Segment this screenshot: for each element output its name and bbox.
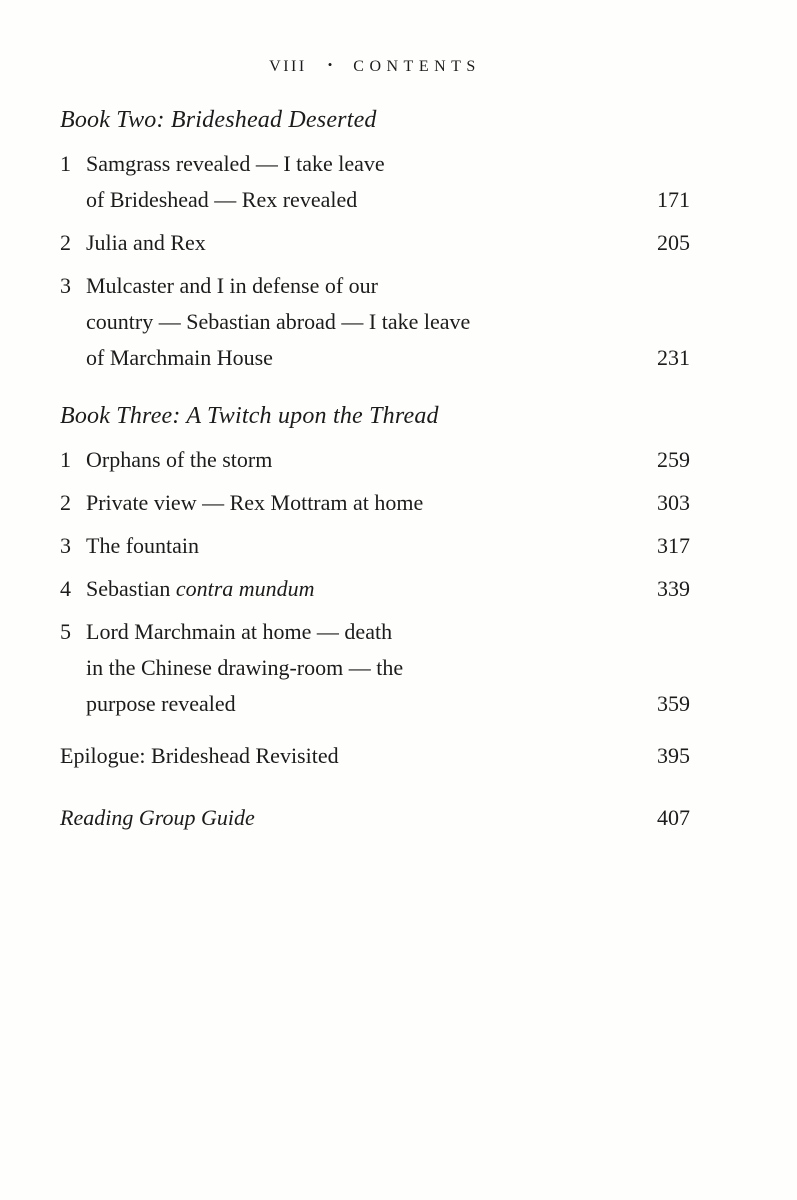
chapter-title <box>86 268 645 376</box>
back-matter-entry <box>60 800 690 836</box>
chapter-number: 3 <box>60 533 71 558</box>
page-number: 395 <box>657 743 690 768</box>
toc-entry <box>60 268 690 376</box>
chapter-title-line: The fountain <box>86 533 200 558</box>
chapter-title-line: Sebastian contra mundum <box>86 576 315 601</box>
page-number: 205 <box>657 230 690 255</box>
chapter-title-line: purpose revealed <box>86 691 236 716</box>
bullet-separator-icon: • <box>327 57 333 72</box>
page-number: 231 <box>657 345 690 370</box>
chapter-title <box>86 225 645 261</box>
book-heading: Book Three: A Twitch upon the Thread <box>60 403 439 429</box>
running-head-title: CONTENTS <box>353 58 481 75</box>
page-number: 359 <box>657 691 690 716</box>
page-number: 259 <box>657 447 690 472</box>
chapter-title <box>86 528 645 564</box>
chapter-title <box>86 571 645 607</box>
chapter-title <box>86 614 645 722</box>
toc-entry <box>60 225 690 261</box>
toc <box>60 105 690 836</box>
chapter-number: 5 <box>60 619 71 644</box>
chapter-title-line: in the Chinese drawing-room — the <box>86 655 404 680</box>
chapter-title-line: Private view — Rex Mottram at home <box>86 490 424 515</box>
chapter-title-line: of Marchmain House <box>86 345 273 370</box>
chapter-title-line: Julia and Rex <box>86 230 206 255</box>
toc-entry <box>60 442 690 478</box>
back-matter-label: Epilogue: Brideshead Revisited <box>60 743 339 768</box>
back-matter-entry <box>60 738 690 774</box>
chapter-title-line: of Brideshead — Rex revealed <box>86 187 358 212</box>
chapter-title-line: Lord Marchmain at home — death <box>86 619 393 644</box>
chapter-title-line: Samgrass revealed — I take leave <box>86 151 385 176</box>
toc-entry <box>60 571 690 607</box>
page-number: 171 <box>657 187 690 212</box>
book-heading: Book Two: Brideshead Deserted <box>60 107 377 133</box>
chapter-title-line: Mulcaster and I in defense of our <box>86 273 379 298</box>
back-matter-label: Reading Group Guide <box>60 805 255 830</box>
chapter-title-line: Orphans of the storm <box>86 447 273 472</box>
page-number: 407 <box>657 805 690 830</box>
chapter-title <box>86 485 645 521</box>
chapter-title <box>86 146 645 218</box>
toc-entry <box>60 528 690 564</box>
chapter-title-line: country — Sebastian abroad — I take leave <box>86 309 471 334</box>
chapter-number: 2 <box>60 230 71 255</box>
chapter-number: 1 <box>60 447 71 472</box>
page-number: 317 <box>657 533 690 558</box>
chapter-number: 1 <box>60 151 71 176</box>
page-number: 303 <box>657 490 690 515</box>
chapter-number: 4 <box>60 576 71 601</box>
toc-entry <box>60 614 690 722</box>
chapter-title <box>86 442 645 478</box>
chapter-number: 2 <box>60 490 71 515</box>
page-header <box>60 55 690 77</box>
toc-entry <box>60 146 690 218</box>
toc-entry <box>60 485 690 521</box>
page-number: 339 <box>657 576 690 601</box>
folio-page-number: VIII <box>269 58 307 75</box>
chapter-number: 3 <box>60 273 71 298</box>
